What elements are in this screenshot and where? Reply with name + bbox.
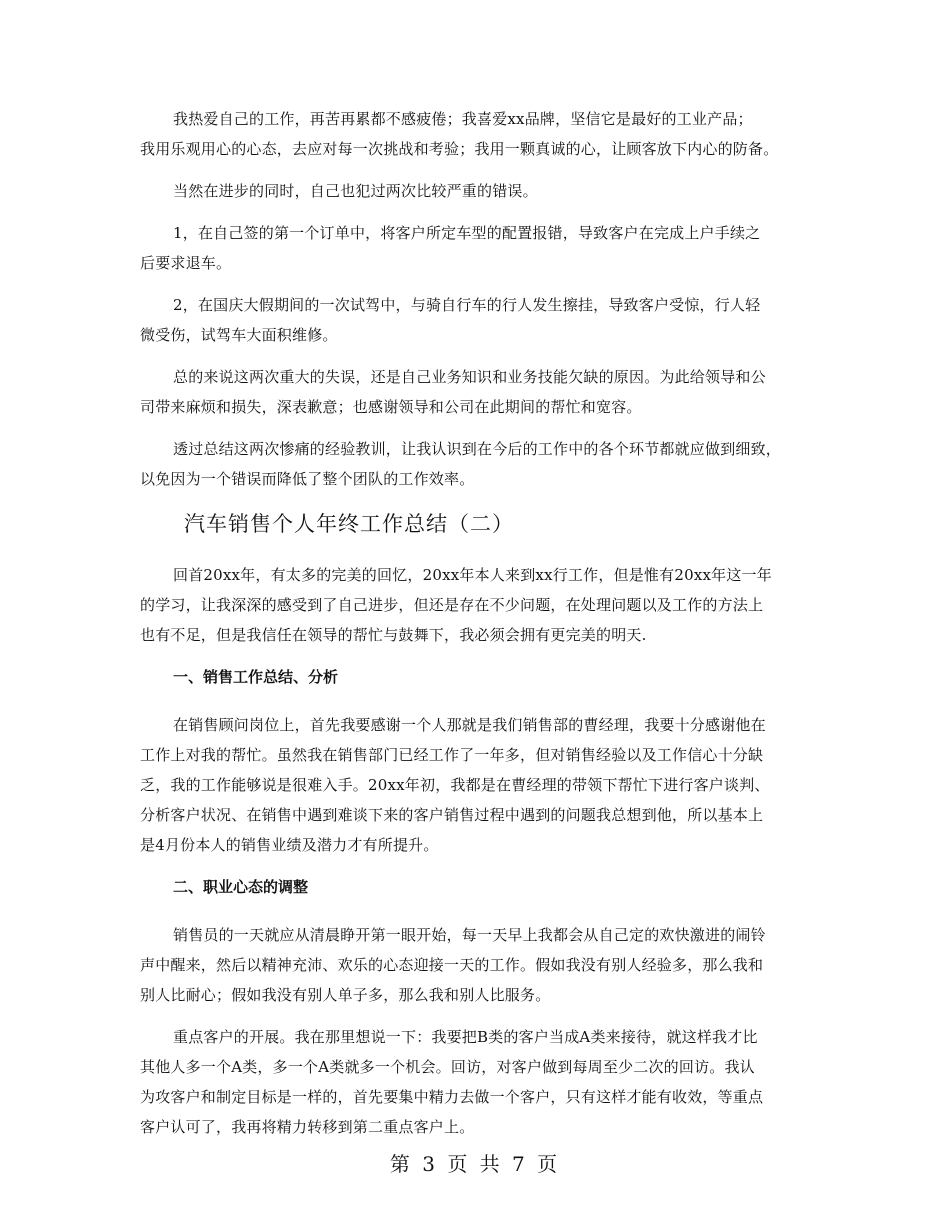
paragraph-reflection <box>140 362 815 422</box>
text-line: 在销售顾问岗位上，首先我要感谢一个人那就是我们销售部的曹经理，我要十分感谢他在 <box>173 716 766 734</box>
paragraph-mistake-1 <box>140 218 815 278</box>
text-line: 总的来说这两次重大的失误，还是自己业务知识和业务技能欠缺的原因。为此给领导和公 <box>173 368 766 386</box>
text-line: 别人比耐心；假如我没有别人单子多，那么我和别人比服务。 <box>140 986 551 1004</box>
paragraph-mistakes-intro <box>140 176 815 206</box>
section-subtitle: 汽车销售个人年终工作总结（二） <box>184 512 514 536</box>
page-number-footer: 第 3 页 共 7 页 <box>389 1152 561 1176</box>
paragraph-sales-summary <box>140 710 815 860</box>
paragraph-key-clients <box>140 1022 815 1142</box>
text-line: 当然在进步的同时，自己也犯过两次比较严重的错误。 <box>173 182 538 200</box>
text-line: 后要求退车。 <box>140 254 232 272</box>
text-line: 我用乐观用心的心态，去应对每一次挑战和考验；我用一颗真诚的心，让顾客放下内心的防备。 <box>140 140 779 158</box>
paragraph-passion <box>140 104 815 164</box>
text-line: 分析客户状况、在销售中遇到难谈下来的客户销售过程中遇到的问题我总想到他，所以基本上 <box>140 806 764 824</box>
text-line: 销售员的一天就应从清晨睁开第一眼开始，每一天早上我都会从自己定的欢快激进的闹铃 <box>173 926 766 944</box>
paragraph-daily-attitude <box>140 920 815 1010</box>
document-body <box>140 104 815 1154</box>
text-line: 其他人多一个A类，多一个A类就多一个机会。回访，对客户做到每周至少二次的回访。我认 <box>140 1058 755 1076</box>
text-line: 回首20xx年，有太多的完美的回忆，20xx年本人来到xx行工作，但是惟有20xx年这一年 <box>173 566 772 584</box>
paragraph-lesson <box>140 434 815 494</box>
text-line: 工作上对我的帮忙。虽然我在销售部门已经工作了一年多，但对销售经验以及工作信心十分缺 <box>140 746 764 764</box>
text-line: 司带来麻烦和损失，深表歉意；也感谢领导和公司在此期间的帮忙和宽容。 <box>140 398 642 416</box>
section-heading-mindset: 二、职业心态的调整 <box>173 878 309 896</box>
text-line: 2，在国庆大假期间的一次试驾中，与骑自行车的行人发生擦挂，导致客户受惊，行人轻 <box>173 296 761 314</box>
text-line: 为攻客户和制定目标是一样的，首先要集中精力去做一个客户，只有这样才能有收效，等重点 <box>140 1088 764 1106</box>
text-line: 以免因为一个错误而降低了整个团队的工作效率。 <box>140 470 475 488</box>
text-line: 客户认可了，我再将精力转移到第二重点客户上。 <box>140 1118 475 1136</box>
text-line: 是4月份本人的销售业绩及潜力才有所提升。 <box>140 836 439 854</box>
text-line: 微受伤，试驾车大面积维修。 <box>140 326 338 344</box>
text-line: 乏，我的工作能够说是很难入手。20xx年初，我都是在曹经理的带领下帮忙下进行客户谈判、 <box>140 776 770 794</box>
text-line: 的学习，让我深深的感受到了自己进步，但还是存在不少问题，在处理问题以及工作的方法上 <box>140 596 764 614</box>
section-heading-sales-summary: 一、销售工作总结、分析 <box>173 668 339 686</box>
text-line: 也有不足，但是我信任在领导的帮忙与鼓舞下，我必须会拥有更完美的明天. <box>140 626 647 644</box>
text-line: 透过总结这两次惨痛的经验教训，让我认识到在今后的工作中的各个环节都就应做到细致， <box>173 440 782 458</box>
paragraph-mistake-2 <box>140 290 815 350</box>
text-line: 重点客户的开展。我在那里想说一下：我要把B类的客户当成A类来接待，就这样我才比 <box>173 1028 758 1046</box>
text-line: 声中醒来，然后以精神充沛、欢乐的心态迎接一天的工作。假如我没有别人经验多，那么我和 <box>140 956 764 974</box>
paragraph-intro <box>140 560 815 650</box>
text-line: 1，在自己签的第一个订单中，将客户所定车型的配置报错，导致客户在完成上户手续之 <box>173 224 761 242</box>
text-line: 我热爱自己的工作，再苦再累都不感疲倦；我喜爱xx品牌，坚信它是最好的工业产品； <box>173 110 753 128</box>
